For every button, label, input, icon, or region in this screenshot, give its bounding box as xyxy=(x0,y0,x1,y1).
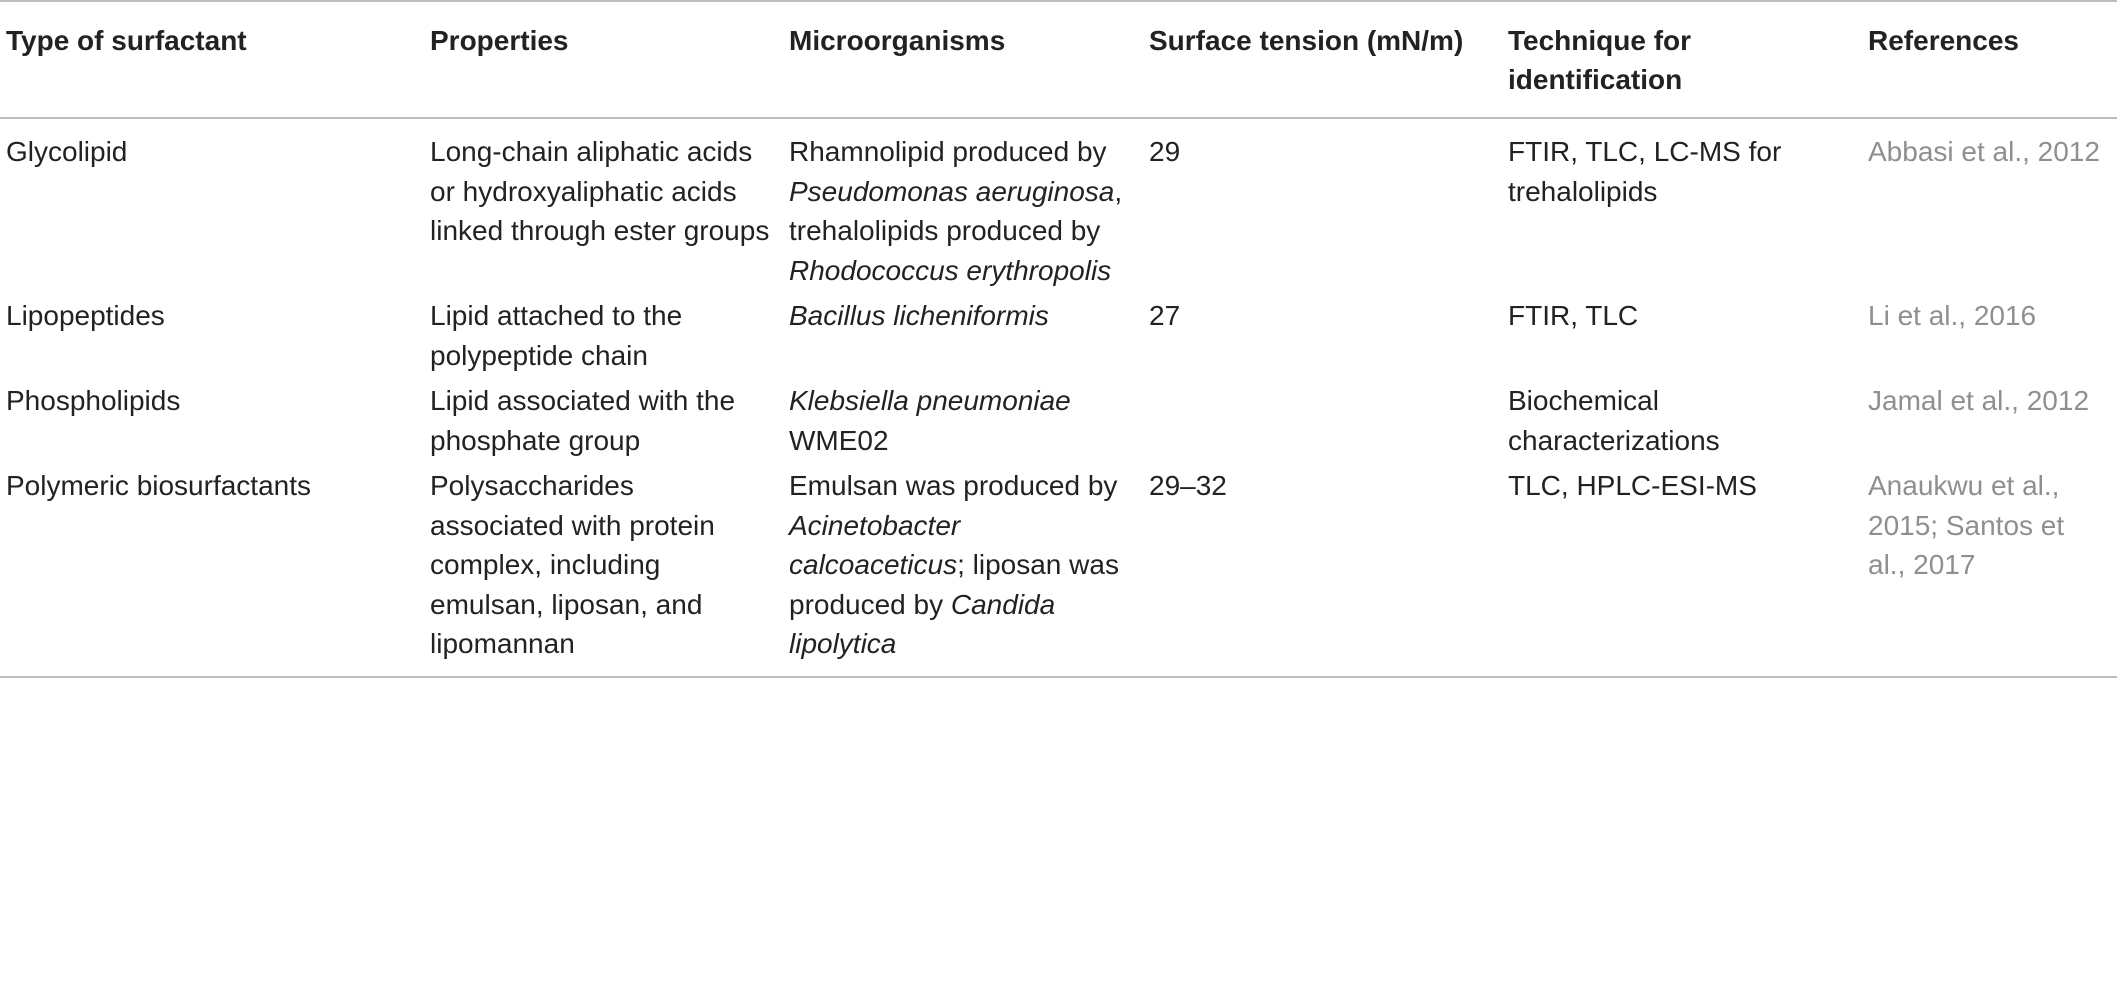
cell-properties: Lipid attached to the polypeptide chain xyxy=(430,300,683,371)
cell-technique: FTIR, TLC, LC-MS for trehalolipids xyxy=(1508,136,1782,207)
table-row xyxy=(0,466,2117,677)
cell-type: Glycolipid xyxy=(6,136,128,167)
header-row xyxy=(0,1,2117,118)
table-row xyxy=(0,381,2117,466)
micro-part-species: Klebsiella pneumoniae xyxy=(789,385,1071,416)
cell-microorganisms xyxy=(783,296,1143,381)
cell-type: Phospholipids xyxy=(6,385,181,416)
header-technique: Technique for identification xyxy=(1508,25,1692,95)
cell-properties: Polysaccharides associated with protein complex, including emulsan, liposan, and lipomannan xyxy=(430,470,715,659)
cell-type: Polymeric biosurfactants xyxy=(6,470,312,501)
micro-part-species: Acinetobacter calcoaceticus xyxy=(789,509,961,580)
micro-part: Rhamnolipid produced by xyxy=(789,136,1107,167)
table-header xyxy=(0,1,2117,118)
cell-reference-link[interactable]: Li et al., 2016 xyxy=(1868,300,2037,331)
cell-microorganisms xyxy=(783,466,1143,677)
header-surface-tension-text: Surface tension (mN/m) xyxy=(1149,25,1464,56)
cell-microorganisms xyxy=(783,118,1143,296)
table-body xyxy=(0,118,2117,677)
micro-part: Emulsan was produced by xyxy=(789,470,1118,501)
header-references: References xyxy=(1868,25,2019,56)
cell-surface-tension: 27 xyxy=(1149,300,1181,331)
cell-reference-link[interactable]: Jamal et al., 2012 xyxy=(1868,385,2090,416)
cell-surface-tension xyxy=(1143,381,1502,466)
header-type: Type of surfactant xyxy=(6,25,247,56)
cell-type: Lipopeptides xyxy=(6,300,165,331)
header-properties: Properties xyxy=(430,25,569,56)
micro-part-species: Pseudomonas aeruginosa xyxy=(789,175,1115,207)
cell-properties: Lipid associated with the phosphate group xyxy=(430,385,736,456)
cell-surface-tension: 29–32 xyxy=(1149,470,1227,501)
micro-part: , trehalolipids produced by xyxy=(789,175,1123,246)
micro-part-species: Candida lipolytica xyxy=(789,588,1056,659)
cell-properties: Long-chain aliphatic acids or hydroxyaliphatic acids linked through ester groups xyxy=(430,136,770,246)
cell-reference-link[interactable]: Abbasi et al., 2012 xyxy=(1868,136,2100,167)
header-surface-tension xyxy=(1143,1,1502,118)
header-microorganisms: Microorganisms xyxy=(789,25,1006,56)
cell-technique: Biochemical characterizations xyxy=(1508,385,1720,456)
table-row xyxy=(0,296,2117,381)
micro-part-species: Rhodococcus erythropolis xyxy=(789,254,1112,286)
cell-technique: FTIR, TLC xyxy=(1508,300,1639,331)
cell-technique: TLC, HPLC-ESI-MS xyxy=(1508,470,1757,501)
micro-part: WME02 xyxy=(789,424,889,456)
cell-microorganisms xyxy=(783,381,1143,466)
micro-part: ; liposan was produced by xyxy=(789,549,1119,620)
cell-surface-tension: 29 xyxy=(1149,136,1181,167)
cell-reference-link[interactable]: Anaukwu et al., 2015; Santos et al., 2017 xyxy=(1868,470,2065,580)
micro-part-species: Bacillus licheniformis xyxy=(789,300,1049,331)
table-row xyxy=(0,118,2117,296)
